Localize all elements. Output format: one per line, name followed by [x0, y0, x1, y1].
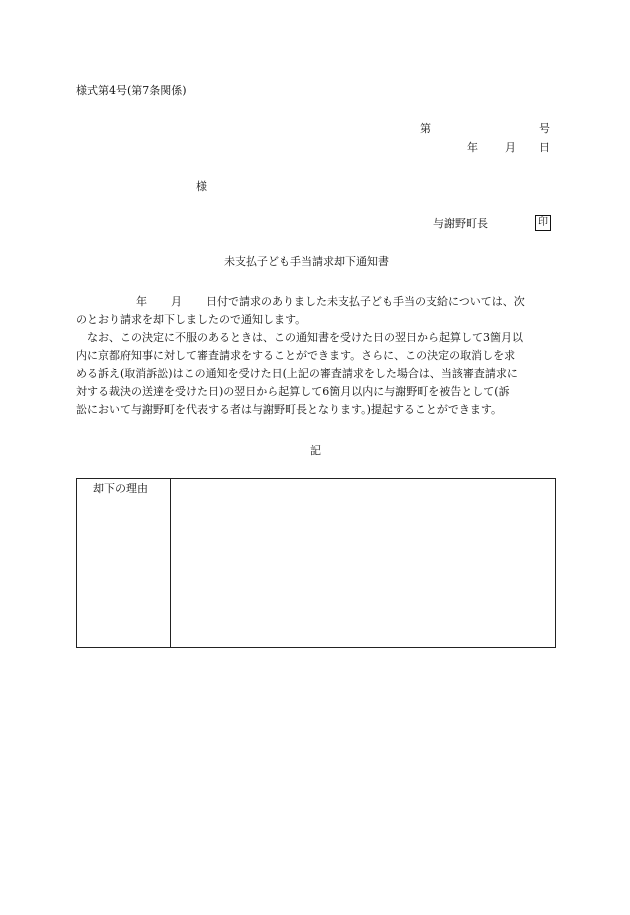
document-title: 未支払子ども手当請求却下通知書 — [224, 255, 389, 268]
recipient-honorific: 様 — [196, 180, 207, 193]
seal-mark: 印 — [535, 215, 551, 231]
paragraph-1-line-1 — [76, 293, 553, 311]
form-number-label: 様式第4号(第7条関係) — [76, 84, 187, 97]
paragraph-2-line: 訟において与謝野町を代表する者は与謝野町長となります。)提起することができます。 — [76, 403, 503, 416]
rejection-reason-label: 却下の理由 — [77, 479, 171, 647]
record-mark: 記 — [310, 444, 321, 457]
paragraph-2-line: 内に京都府知事に対して審査請求をすることができます。さらに、この決定の取消しを求 — [76, 349, 516, 362]
rejection-reason-field[interactable] — [171, 479, 555, 647]
paragraph-1-year: 年 — [136, 295, 147, 308]
date-day-label: 日 — [539, 141, 550, 154]
paragraph-2-line: 対する裁決の送達を受けた日)の翌日から起算して6箇月以内に与謝野町を被告として(訴 — [76, 385, 510, 398]
paragraph-1-text: 日付で請求のありました未支払子ども手当の支給については、次 — [206, 295, 525, 308]
notice-paragraph-1 — [76, 293, 553, 329]
issuer-title: 与謝野町長 — [433, 217, 488, 230]
notice-paragraph-2 — [76, 329, 556, 419]
paragraph-1-line-2: のとおり請求を却下しましたので通知します。 — [76, 313, 307, 326]
paragraph-1-month: 月 — [171, 295, 182, 308]
date-month-label: 月 — [505, 141, 516, 154]
rejection-reason-table — [76, 478, 556, 648]
document-number-suffix: 号 — [539, 122, 550, 135]
date-year-label: 年 — [467, 141, 478, 154]
document-number-prefix: 第 — [420, 122, 431, 135]
paragraph-2-line: める訴え(取消訴訟)はこの通知を受けた日(上記の審査請求をした場合は、当該審査請求に — [76, 367, 518, 380]
paragraph-2-line: なお、この決定に不服のあるときは、この通知書を受けた日の翌日から起算して3箇月以 — [76, 331, 523, 344]
